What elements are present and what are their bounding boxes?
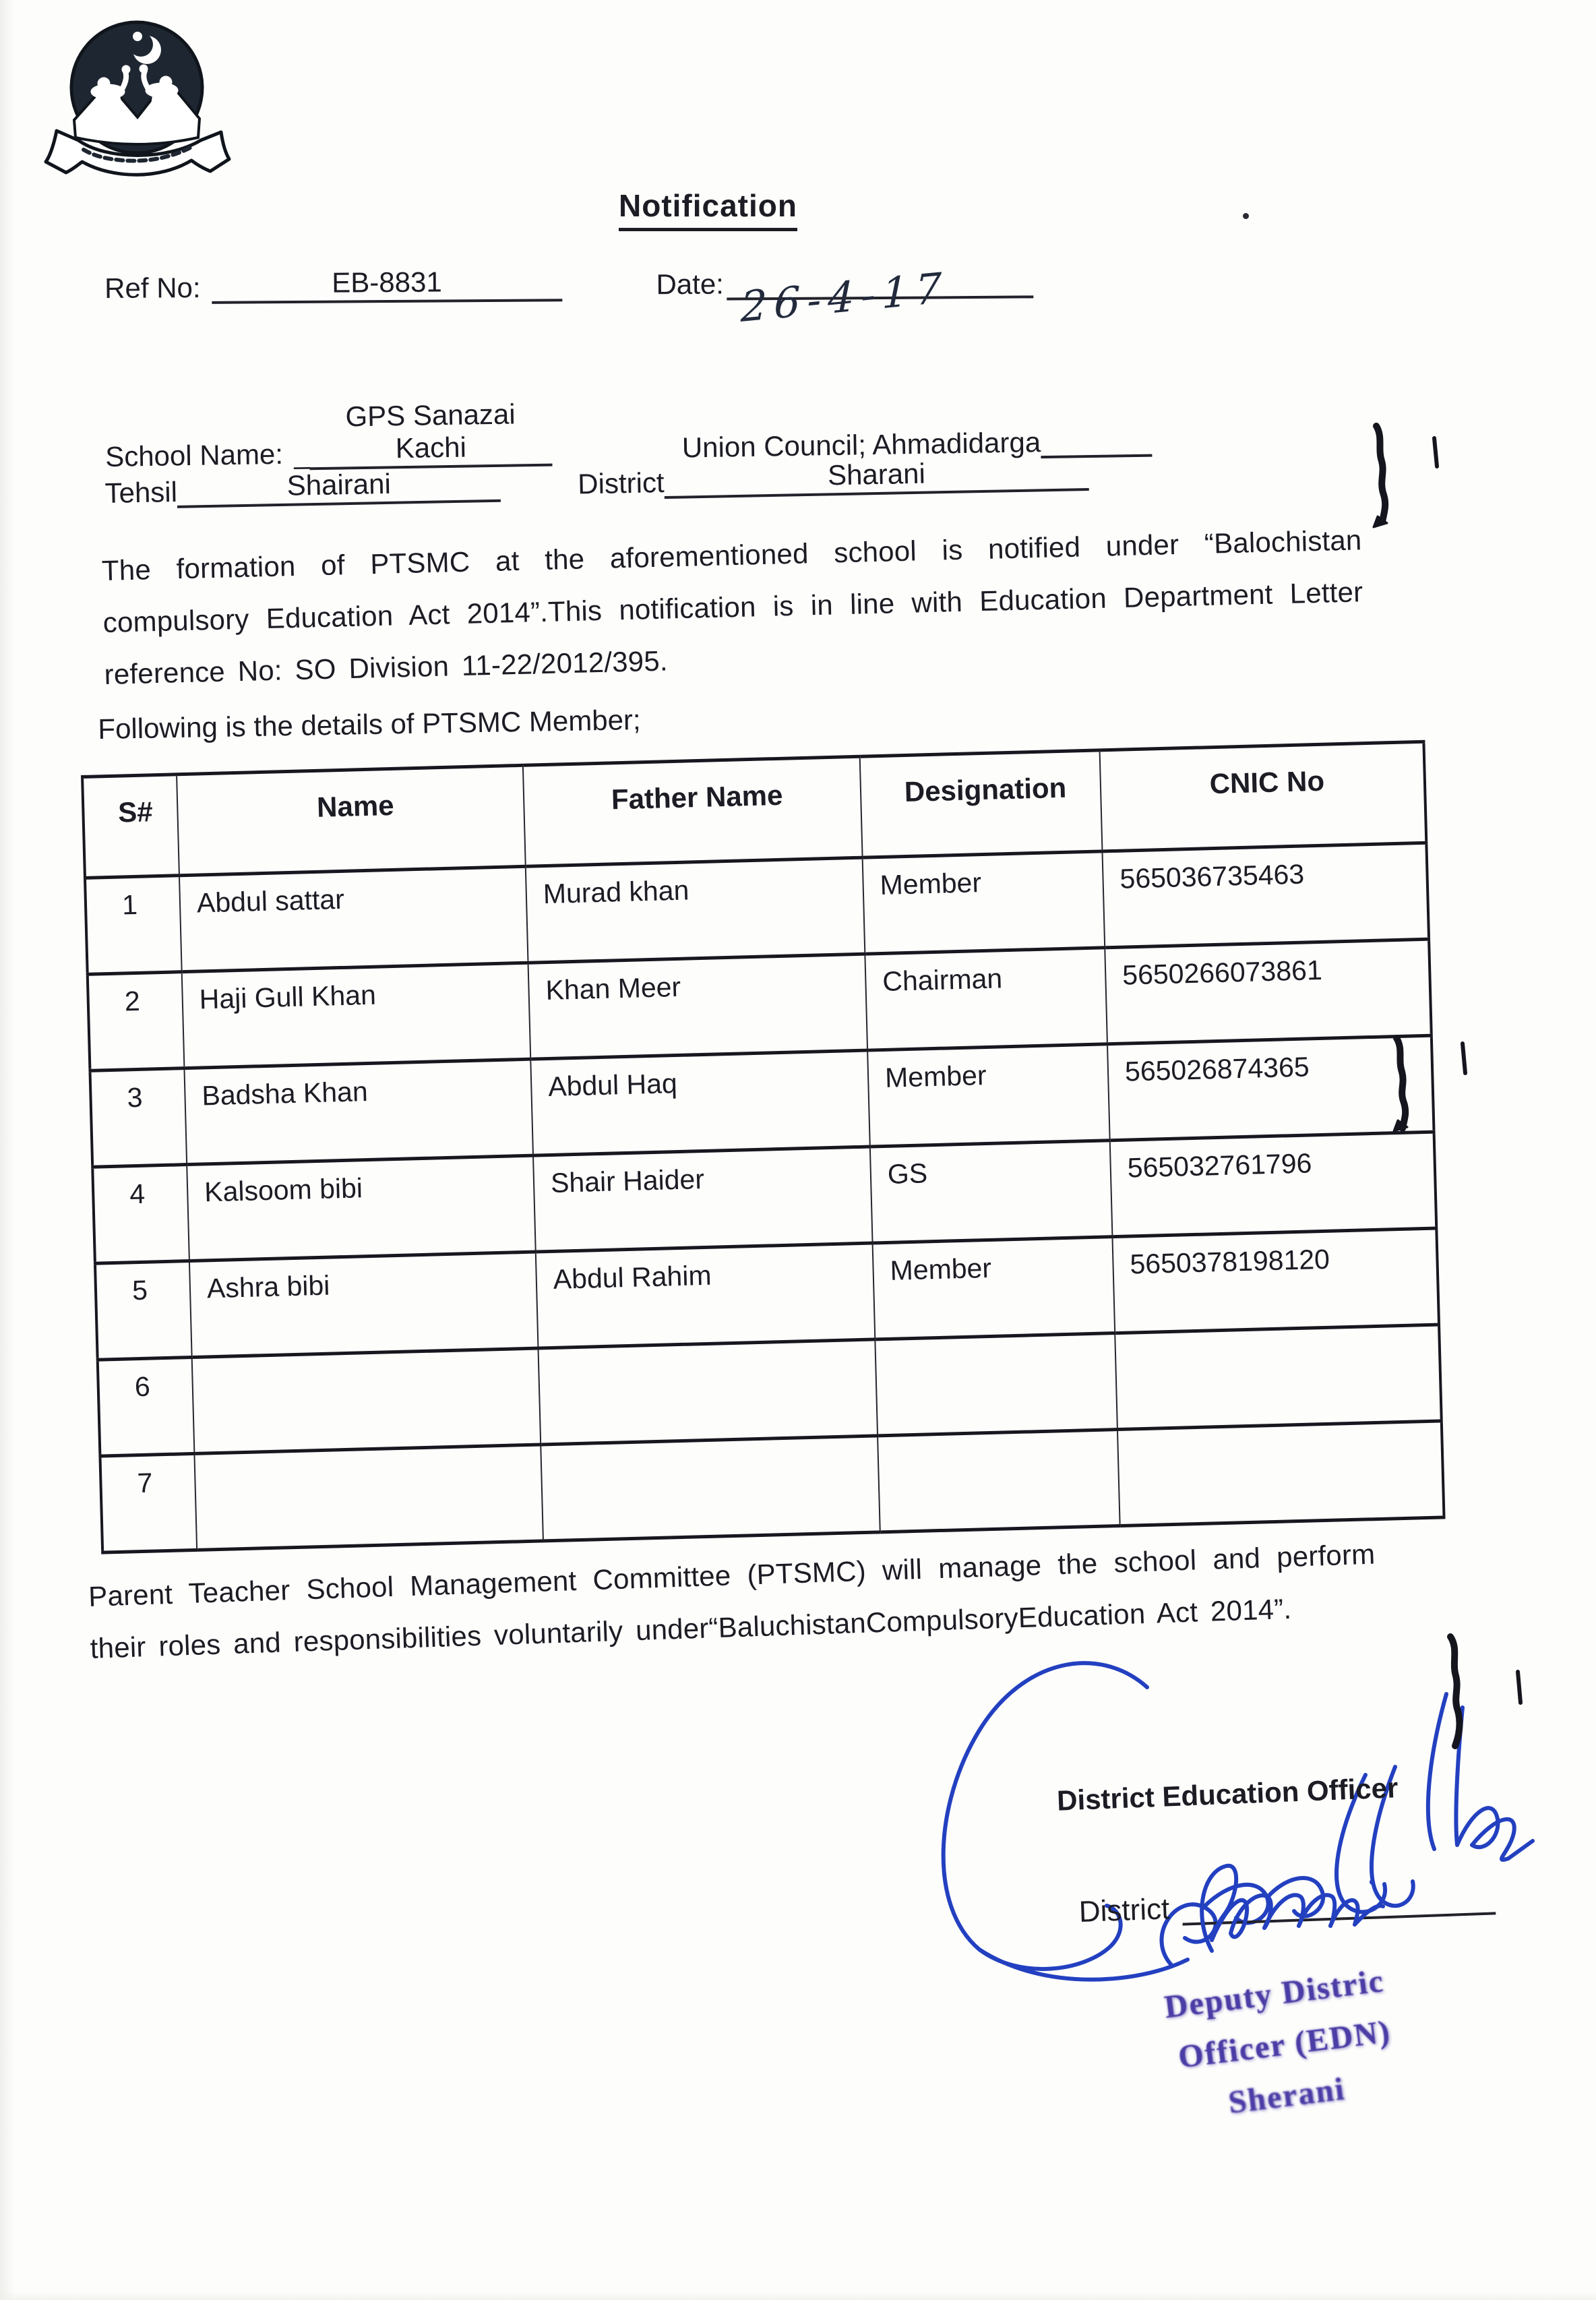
cell-cnic: 565036735463 [1102, 843, 1429, 948]
union-council-label: Union Council; Ahmadidarga [681, 426, 1041, 464]
date-label: Date: [656, 268, 725, 301]
col-header-0: S# [82, 775, 179, 878]
cell-cnic: 565026874365 [1107, 1035, 1434, 1141]
cell-sno: 5 [95, 1261, 192, 1360]
cell-sno: 1 [85, 876, 182, 975]
cell-sno: 2 [88, 972, 185, 1071]
cell-father_name: Abdul Haq [530, 1050, 870, 1155]
signatory-title: District Education Officer [1056, 1772, 1399, 1817]
cell-sno: 4 [92, 1165, 189, 1264]
district-label: District [577, 466, 665, 500]
col-header-3: Designation [860, 750, 1103, 857]
ref-no-value: EB-8831 [212, 265, 562, 304]
col-header-1: Name [177, 765, 526, 875]
tehsil-label: Tehsil [104, 475, 178, 509]
signatory-district-label: District [1078, 1892, 1171, 1929]
cell-cnic: 5650266073861 [1105, 939, 1432, 1044]
cell-name: Abdul sattar [179, 866, 528, 971]
cell-sno: 6 [98, 1357, 195, 1456]
cell-father_name: Khan Meer [528, 954, 868, 1059]
col-header-4: CNIC No [1100, 742, 1427, 851]
date-handwritten-value: 26-4-17 [740, 262, 949, 332]
cell-sno: 3 [90, 1068, 187, 1168]
col-header-2: Father Name [523, 756, 863, 866]
underscore: _ [286, 437, 310, 470]
school-name-label: School Name: [104, 437, 284, 473]
cell-designation: Member [873, 1237, 1115, 1339]
cell-designation: Member [863, 851, 1105, 954]
district-value: Sharani [664, 454, 1089, 499]
cell-designation: GS [870, 1141, 1113, 1243]
page-title: Notification [619, 187, 797, 231]
cell-name: Ashra bibi [189, 1252, 539, 1357]
cell-designation: Member [867, 1044, 1110, 1147]
table-intro: Following is the details of PTSMC Member; [98, 703, 641, 745]
cell-name: Kalsoom bibi [187, 1155, 536, 1261]
cell-name: Haji Gull Khan [182, 963, 531, 1068]
school-name-value: GPS Sanazai Kachi [309, 398, 553, 471]
cell-sno: 7 [100, 1453, 197, 1552]
tehsil-value: Shairani [177, 466, 501, 508]
ref-no-label: Ref No: [104, 272, 201, 304]
cell-cnic: 565032761796 [1110, 1132, 1437, 1237]
cell-cnic: 5650378198120 [1112, 1228, 1439, 1333]
closing-paragraph: Parent Teacher School Management Committee (PTSMC) will manage the school and perform their roles and responsibilities voluntarily under“BaluchistanCompulsoryEducation Act 2014”. [88, 1538, 1376, 1664]
cell-father_name: Murad khan [526, 857, 865, 963]
cell-name: Badsha Khan [184, 1059, 533, 1164]
cell-father_name: Abdul Rahim [536, 1243, 876, 1348]
cell-designation: Chairman [865, 948, 1107, 1050]
stamp-line-3: Sherani [1226, 2071, 1347, 2121]
stamp-line-1: Deputy Distric [1162, 1962, 1386, 2026]
stamp-line-2: Officer (EDN) [1176, 2014, 1393, 2076]
cell-father_name: Shair Haider [533, 1147, 873, 1252]
body-paragraph: The formation of PTSMC at the aforementioned school is notified under “Balochistan compulsory Education Act 2014”.This notification is in line with Education Department Letter reference No: SO Division 11-22/2012/395. [101, 524, 1363, 690]
